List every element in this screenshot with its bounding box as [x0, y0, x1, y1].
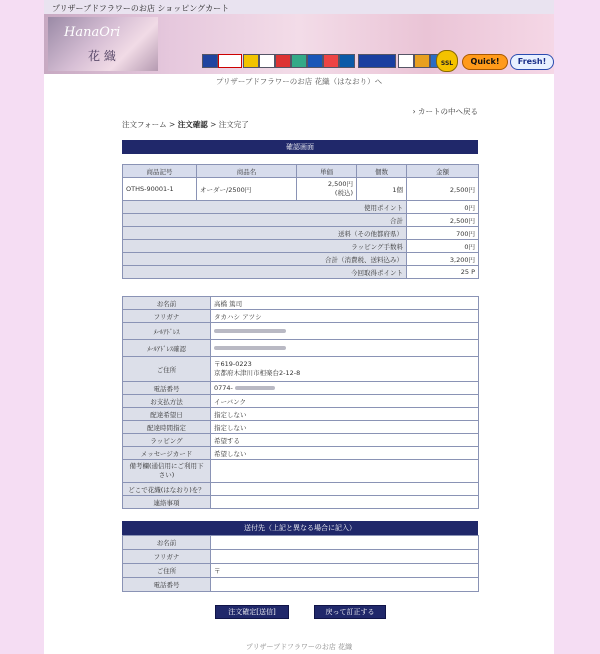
breadcrumb-confirm: 注文確認 — [177, 120, 208, 129]
shop-home-link[interactable]: プリザーブドフラワーのお店 花織（はなおり）へ — [215, 77, 383, 86]
customer-label: フリガナ — [123, 310, 211, 323]
order-item-row — [123, 178, 479, 201]
quick-badge: Quick! — [462, 54, 508, 70]
summary-label: 使用ポイント — [123, 201, 407, 214]
customer-row — [123, 357, 479, 382]
shipping-row — [123, 550, 479, 564]
payment-icon — [323, 54, 339, 68]
customer-row — [123, 421, 479, 434]
customer-row — [123, 496, 479, 509]
summary-label: ラッピング手数料 — [123, 240, 407, 253]
summary-label: 合計 — [123, 214, 407, 227]
customer-label: どこで花織(はなおり)を？ — [123, 483, 211, 496]
phone-prefix: 0774- — [214, 384, 233, 392]
payment-icon — [291, 54, 307, 68]
back-to-cart-link[interactable]: › カートの中へ戻る — [412, 107, 478, 116]
customer-label: ご住所 — [123, 357, 211, 382]
payment-icon — [202, 54, 218, 68]
customer-value — [211, 340, 479, 357]
customer-label: 配達希望日 — [123, 408, 211, 421]
col-header: 商品記号 — [123, 165, 197, 178]
customer-value: イーバンク — [211, 395, 479, 408]
logo-text-en: HanaOri — [64, 25, 121, 40]
customer-row — [123, 408, 479, 421]
address-line: 京都府木津川市相楽台2-12-8 — [214, 369, 301, 377]
customer-value — [211, 323, 479, 340]
customer-label — [123, 460, 211, 483]
breadcrumb-sep: > — [169, 120, 176, 129]
order-table — [122, 164, 479, 279]
summary-row — [123, 240, 479, 253]
item-price-value: 2,500円 — [327, 180, 353, 188]
summary-value: 0円 — [407, 201, 479, 214]
shipping-value — [211, 550, 479, 564]
customer-value: 希望しない — [211, 447, 479, 460]
shipping-value: 〒 — [211, 564, 479, 578]
customer-label: 電話番号 — [123, 382, 211, 395]
remarks-label: 備考欄(通信用にご利用下 — [129, 462, 204, 470]
shipping-title: 送付先（上記と異なる場合に記入） — [122, 521, 478, 535]
back-edit-button[interactable]: 戻って訂正する — [314, 605, 386, 619]
submit-order-button[interactable]: 注文確定[送信] — [215, 605, 289, 619]
summary-label: 合計（消費税、送料込み） — [123, 253, 407, 266]
visa-icon — [398, 54, 414, 68]
col-header: 金額 — [407, 165, 479, 178]
breadcrumb-form: 注文フォーム — [122, 120, 167, 129]
col-header: 商品名 — [197, 165, 297, 178]
customer-row — [123, 323, 479, 340]
customer-value — [211, 483, 479, 496]
customer-value: タカハシ アツシ — [211, 310, 479, 323]
site-title: プリザーブドフラワーのお店 ショッピングカート — [52, 4, 230, 13]
customer-label: ﾒｰﾙｱﾄﾞﾚｽ — [123, 323, 211, 340]
summary-row — [123, 201, 479, 214]
customer-row — [123, 483, 479, 496]
summary-value: 700円 — [407, 227, 479, 240]
postal-code: 〒619-0223 — [214, 360, 252, 368]
mastercard-icon — [414, 54, 430, 68]
breadcrumb-complete: 注文完了 — [218, 120, 249, 129]
banner — [44, 14, 554, 74]
shipping-table — [122, 535, 479, 592]
summary-row — [123, 266, 479, 279]
summary-label: 今回取得ポイント — [123, 266, 407, 279]
shipping-label: 電話番号 — [123, 578, 211, 592]
redacted-email — [214, 329, 286, 333]
footer-text: プリザーブドフラワーのお店 花織 — [245, 643, 353, 651]
shipping-row — [123, 536, 479, 550]
customer-value — [211, 382, 479, 395]
shipping-label: ご住所 — [123, 564, 211, 578]
shipping-row — [123, 564, 479, 578]
payment-icon — [243, 54, 259, 68]
customer-value — [211, 496, 479, 509]
item-qty: 1個 — [357, 178, 407, 201]
customer-label: お名前 — [123, 297, 211, 310]
item-name: オーダー/2500円 — [197, 178, 297, 201]
item-amount: 2,500円 — [407, 178, 479, 201]
shipping-label: フリガナ — [123, 550, 211, 564]
col-header: 個数 — [357, 165, 407, 178]
logo-text-jp: 花 織 — [88, 49, 116, 63]
summary-value: 0円 — [407, 240, 479, 253]
customer-table — [122, 296, 479, 509]
customer-row — [123, 297, 479, 310]
fresh-badge: Fresh! — [510, 54, 554, 70]
customer-row — [123, 434, 479, 447]
customer-value: 指定しない — [211, 421, 479, 434]
confirm-title: 確認画面 — [122, 140, 478, 154]
customer-label: ラッピング — [123, 434, 211, 447]
summary-label: 送料（その他都府県） — [123, 227, 407, 240]
payment-icon — [259, 54, 275, 68]
summary-value: 25 P — [407, 266, 479, 279]
customer-value: 希望する — [211, 434, 479, 447]
shipping-label: お名前 — [123, 536, 211, 550]
customer-value: 高橋 篤司 — [211, 297, 479, 310]
customer-label: 連絡事項 — [123, 496, 211, 509]
customer-value: 指定しない — [211, 408, 479, 421]
item-price-tax: (税込) — [334, 189, 353, 197]
breadcrumb-sep: > — [210, 120, 217, 129]
payment-icon — [218, 54, 242, 68]
customer-label: ﾒｰﾙｱﾄﾞﾚｽ確認 — [123, 340, 211, 357]
remarks-label-cont: さい) — [158, 471, 175, 479]
col-header: 単価 — [297, 165, 357, 178]
customer-row — [123, 395, 479, 408]
customer-row — [123, 340, 479, 357]
payment-icon — [339, 54, 355, 68]
shop-logo[interactable] — [48, 17, 158, 71]
payment-icon — [275, 54, 291, 68]
payment-icon — [307, 54, 323, 68]
breadcrumb — [122, 119, 249, 130]
shipping-value — [211, 536, 479, 550]
item-code: OTHS-90001-1 — [123, 178, 197, 201]
customer-row — [123, 460, 479, 483]
summary-row — [123, 253, 479, 266]
customer-label: メッセージカード — [123, 447, 211, 460]
top-bar — [44, 0, 554, 14]
item-price — [297, 178, 357, 201]
page — [44, 0, 554, 654]
order-header-row — [123, 165, 479, 178]
summary-value: 2,500円 — [407, 214, 479, 227]
customer-row — [123, 382, 479, 395]
customer-label: 配達時間指定 — [123, 421, 211, 434]
customer-row — [123, 447, 479, 460]
shipping-value — [211, 578, 479, 592]
shipping-row — [123, 578, 479, 592]
redacted-phone — [235, 386, 275, 390]
customer-label: お支払方法 — [123, 395, 211, 408]
customer-row — [123, 310, 479, 323]
summary-row — [123, 214, 479, 227]
summary-row — [123, 227, 479, 240]
customer-value — [211, 460, 479, 483]
summary-value: 3,200円 — [407, 253, 479, 266]
ssl-badge: SSL — [436, 50, 458, 72]
customer-address — [211, 357, 479, 382]
redacted-email — [214, 346, 286, 350]
card-icon — [358, 54, 396, 68]
